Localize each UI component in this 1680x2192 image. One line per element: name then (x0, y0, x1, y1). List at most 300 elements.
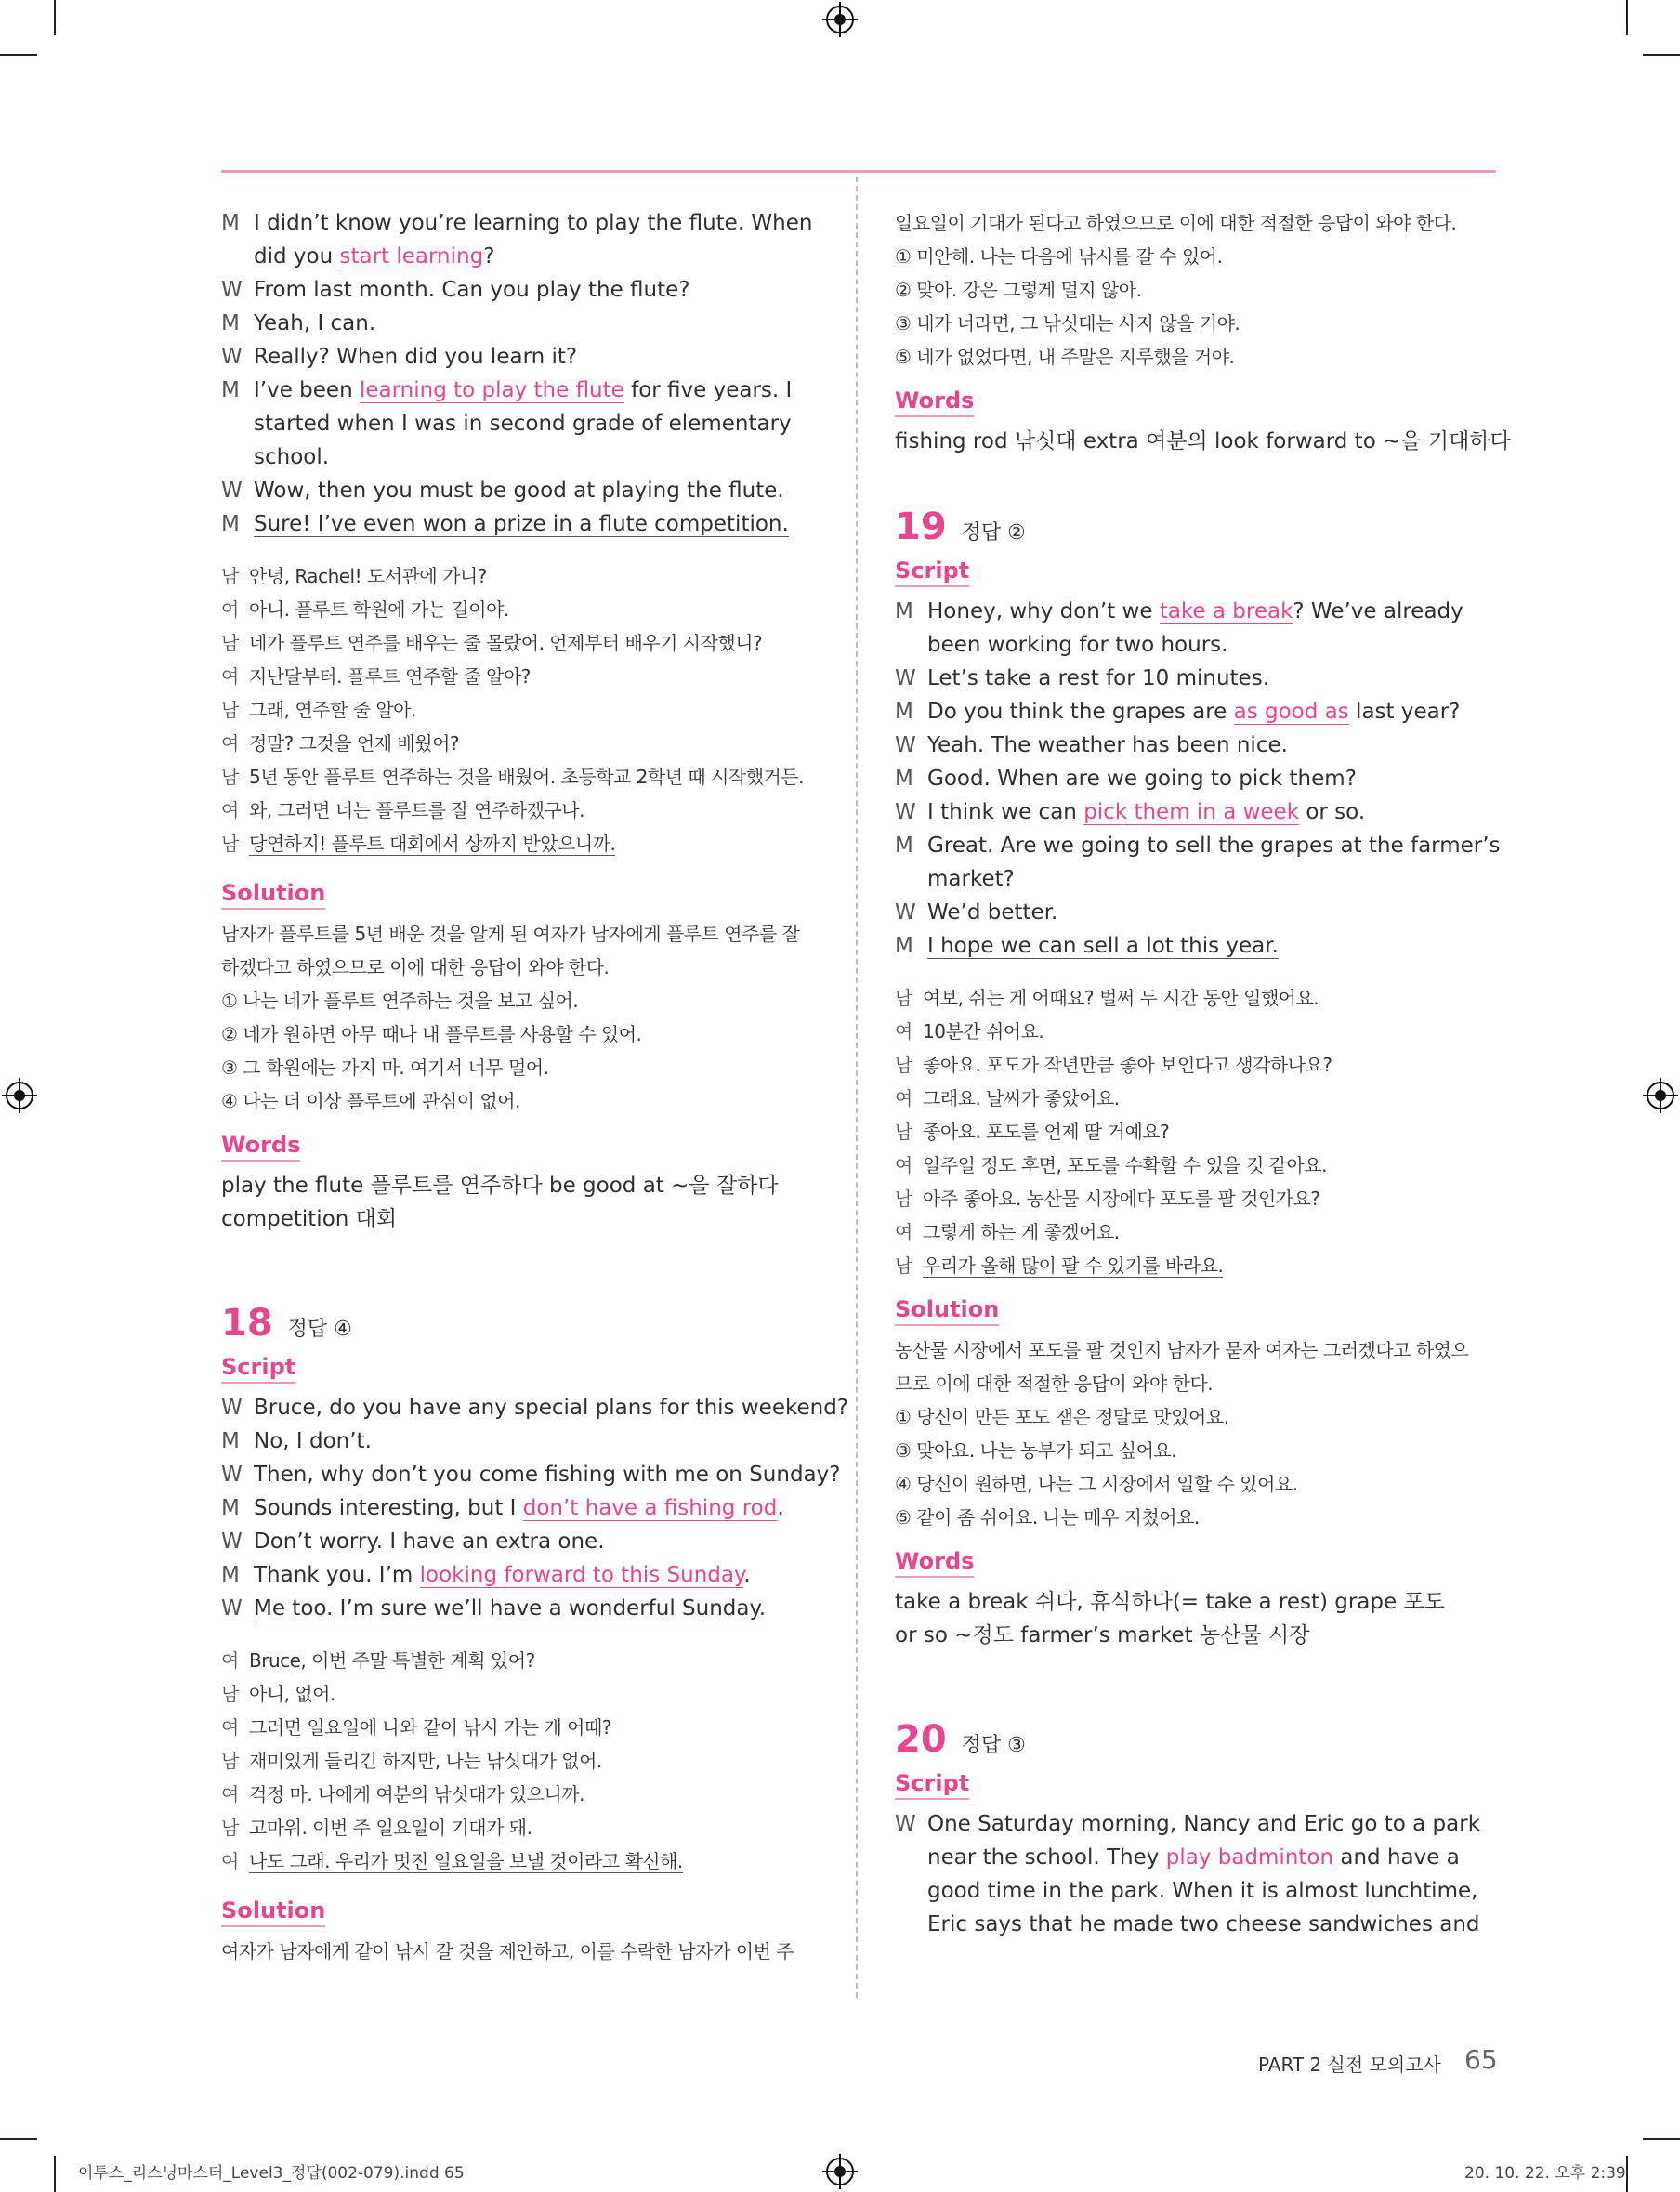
text-run: school. (254, 445, 330, 469)
crop-mark (0, 2138, 37, 2140)
registration-mark-icon (6, 1082, 33, 1109)
text-run: last year? (1348, 700, 1461, 724)
text-run: . (743, 1563, 751, 1587)
footer-date: 20. 10. 22. 오후 2:39 (1464, 2164, 1626, 2183)
translation-line (895, 1149, 1495, 1182)
translation-line (221, 827, 821, 860)
speaker-label: W (895, 733, 916, 757)
text-run: Thank you. I’m (254, 1563, 420, 1587)
text-run: ? We’ve already (1293, 599, 1463, 623)
line-text (254, 440, 821, 474)
translation-line (895, 1082, 1495, 1115)
text-run: 그렇게 하는 게 좋겠어요. (923, 1221, 1120, 1243)
dialog-line (895, 662, 1495, 695)
speaker-label: 여 (895, 1221, 912, 1243)
dialog-line (221, 407, 821, 440)
speaker-label: 남 (221, 766, 239, 788)
line-text (923, 1149, 1495, 1182)
line-text (927, 929, 1495, 963)
text-run: From last month. Can you play the flute? (254, 278, 690, 302)
text-line: fishing rod 낚싯대 extra 여분의 look forward to ~을 기대하다 (895, 429, 1511, 453)
translation-line (221, 1744, 821, 1778)
dialog-line (221, 1491, 821, 1525)
line-text (923, 1048, 1495, 1082)
text-run: Yeah, I can. (254, 311, 376, 335)
speaker-label: 남 (221, 632, 239, 654)
translation-line (221, 693, 821, 727)
line-text (923, 981, 1495, 1015)
text-run: 좋아요. 포도가 작년만큼 좋아 보인다고 생각하나요? (923, 1054, 1332, 1076)
speaker-label: M (895, 934, 913, 958)
line-text (923, 1015, 1495, 1048)
text-run: started when I was in second grade of elementary (254, 412, 792, 436)
line-text (923, 1115, 1495, 1149)
text-run: Let’s take a rest for 10 minutes. (927, 666, 1269, 690)
speaker-label: 남 (221, 833, 239, 855)
line-text (923, 1082, 1495, 1115)
speaker-label: W (895, 666, 916, 690)
line-text (254, 1391, 848, 1424)
key-phrase: take a break (1159, 599, 1293, 623)
speaker-label: 여 (221, 1850, 239, 1872)
text-run: Eric says that he made two cheese sandwiches and (927, 1912, 1480, 1936)
text-run: 와, 그러면 너는 플루트를 잘 연주하겠구나. (249, 799, 584, 821)
english-dialog (895, 1807, 1495, 1941)
text-line: ③ 그 학원에는 가지 마. 여기서 너무 멀어. (221, 1057, 549, 1079)
speaker-label: 여 (221, 1649, 239, 1672)
translation-line (895, 1215, 1495, 1249)
dialog-line (221, 273, 821, 307)
text-line: ③ 내가 너라면, 그 낚싯대는 사지 않을 거야. (895, 312, 1240, 335)
registration-mark-icon (1647, 1082, 1674, 1109)
speaker-label: W (221, 278, 243, 302)
answer-sentence: 당연하지! 플루트 대회에서 상까지 받았으니까. (249, 833, 616, 855)
dialog-line (895, 728, 1495, 762)
answer-sentence: I hope we can sell a lot this year. (927, 934, 1279, 958)
line-text (254, 240, 821, 273)
line-text (254, 1458, 840, 1491)
line-text (923, 1215, 1495, 1249)
dialog-line (221, 340, 821, 374)
dialog-line (221, 1458, 841, 1491)
line-text (249, 1644, 821, 1677)
dialog-line (895, 929, 1495, 963)
translation-line (221, 1677, 821, 1711)
translation-line (221, 1711, 821, 1744)
speaker-label: W (221, 345, 243, 369)
answer-label: 정답 ③ (961, 1734, 1026, 1757)
speaker-label: 남 (221, 1750, 239, 1772)
dialog-line (221, 206, 821, 240)
translation-line (895, 1048, 1495, 1082)
key-phrase: looking forward to this Sunday (419, 1563, 744, 1587)
question-number: 18 (221, 1302, 273, 1345)
text-run: market? (927, 867, 1015, 891)
text-run: 10분간 쉬어요. (923, 1020, 1044, 1043)
translation-line (895, 1249, 1495, 1282)
text-line: 일요일이 기대가 된다고 하였으므로 이에 대한 적절한 응답이 와야 한다. (895, 212, 1457, 234)
line-text (249, 593, 821, 626)
text-line: ② 맞아. 강은 그렇게 멀지 않아. (895, 279, 1142, 301)
text-run: Don’t worry. I have an extra one. (254, 1529, 605, 1554)
text-run: No, I don’t. (254, 1429, 372, 1453)
script-label: Script (895, 557, 969, 587)
line-text (249, 693, 821, 727)
text-line: ④ 당신이 원하면, 나는 그 시장에서 일할 수 있어요. (895, 1473, 1298, 1495)
dialog-line (895, 1841, 1495, 1874)
answer-label: 정답 ④ (287, 1318, 352, 1341)
text-run: been working for two hours. (927, 633, 1228, 657)
dialog-line (895, 862, 1495, 896)
speaker-label: W (221, 1596, 243, 1621)
key-phrase: start learning (339, 244, 484, 269)
solution-text (895, 206, 1495, 374)
text-run: Good. When are we going to pick them? (927, 767, 1357, 791)
crop-mark (1643, 2138, 1680, 2140)
line-text (249, 827, 821, 860)
speaker-label: M (895, 833, 913, 858)
dialog-line (895, 628, 1495, 662)
speaker-label: 여 (221, 598, 239, 621)
speaker-label: 여 (221, 665, 239, 688)
line-text (923, 1249, 1495, 1282)
key-phrase: pick them in a week (1083, 800, 1300, 824)
dialog-line (221, 440, 821, 474)
line-text (927, 896, 1495, 929)
dialog-line (221, 474, 821, 507)
translation-line (221, 626, 821, 660)
question-20-header (895, 1717, 1495, 1762)
speaker-label: W (221, 1529, 243, 1554)
text-run: 고마워. 이번 주 일요일이 기대가 돼. (249, 1817, 532, 1839)
text-run: 지난달부터. 플루트 연주할 줄 알아? (249, 665, 531, 688)
text-line: 농산물 시장에서 포도를 팔 것인지 남자가 묻자 여자는 그러겠다고 하였으 (895, 1339, 1469, 1361)
text-run: . (777, 1496, 784, 1520)
text-run: We’d better. (927, 900, 1058, 925)
speaker-label: 남 (895, 1054, 912, 1076)
speaker-label: 여 (221, 732, 239, 755)
speaker-label: M (221, 311, 240, 335)
line-text (249, 1811, 821, 1844)
question-19-header (895, 505, 1495, 549)
line-text (254, 1558, 821, 1592)
left-column (221, 206, 849, 1968)
speaker-label: W (221, 479, 243, 503)
line-text (249, 1711, 821, 1744)
line-text (254, 1525, 821, 1558)
key-phrase: play badminton (1165, 1845, 1334, 1870)
translation-line (221, 727, 821, 760)
line-text (254, 206, 821, 240)
header-rule (221, 170, 1496, 173)
key-phrase: don’t have a fishing rod (522, 1496, 778, 1520)
text-run: ? (483, 244, 495, 269)
dialog-line (221, 1558, 821, 1592)
words-list (221, 1169, 821, 1236)
line-text (927, 1908, 1495, 1941)
answer-sentence: Me too. I’m sure we’ll have a wonderful Sunday. (254, 1596, 767, 1621)
crop-mark (54, 0, 56, 35)
footer-part: PART 2 실전 모의고사 (1258, 2054, 1441, 2076)
speaker-label: 여 (895, 1020, 912, 1043)
script-label: Script (221, 1353, 295, 1384)
dialog-line (895, 795, 1495, 829)
speaker-label: 남 (221, 565, 239, 587)
text-run: Bruce, do you have any special plans for this weekend? (254, 1396, 849, 1420)
line-text (249, 794, 821, 827)
line-text (249, 660, 821, 693)
text-run: Honey, why don’t we (927, 599, 1160, 623)
text-run: Really? When did you learn it? (254, 345, 578, 369)
text-run: Bruce, 이번 주말 특별한 계획 있어? (249, 1649, 535, 1672)
text-run: did you (254, 244, 340, 269)
line-text (927, 1807, 1495, 1841)
answer-label: 정답 ② (961, 521, 1026, 545)
text-run: One Saturday morning, Nancy and Eric go to a park (927, 1812, 1481, 1836)
text-run: Sounds interesting, but I (254, 1496, 523, 1520)
speaker-label: M (895, 599, 913, 623)
line-text (249, 1844, 821, 1878)
korean-translation (895, 981, 1495, 1282)
speaker-label: W (895, 1812, 916, 1836)
speaker-label: 남 (221, 1683, 239, 1705)
words-label: Words (895, 387, 974, 417)
line-text (254, 1424, 821, 1458)
key-phrase: learning to play the flute (359, 378, 624, 402)
registration-mark-icon (826, 6, 854, 33)
text-line: ① 나는 네가 플루트 연주하는 것을 보고 싶어. (221, 990, 579, 1012)
text-run: Wow, then you must be good at playing the flute. (254, 479, 784, 503)
english-dialog (895, 595, 1501, 963)
line-text (927, 662, 1495, 695)
dialog-line (221, 307, 821, 340)
speaker-label: 여 (221, 1783, 239, 1805)
text-run: 여보, 쉬는 게 어때요? 벌써 두 시간 동안 일했어요. (923, 987, 1319, 1009)
text-line: or so ~정도 farmer’s market 농산물 시장 (895, 1623, 1310, 1647)
text-line: ① 당신이 만든 포도 잼은 정말로 맛있어요. (895, 1406, 1229, 1428)
line-text (254, 474, 821, 507)
solution-label: Solution (221, 1897, 325, 1927)
translation-line (221, 660, 821, 693)
line-text (927, 595, 1495, 628)
line-text (254, 307, 821, 340)
speaker-label: 여 (221, 1716, 239, 1739)
translation-line (895, 981, 1495, 1015)
speaker-label: M (895, 700, 913, 724)
text-line: ⑤ 네가 없었다면, 내 주말은 지루했을 거야. (895, 346, 1235, 368)
english-dialog (221, 1391, 849, 1625)
line-text (249, 1778, 821, 1811)
crop-mark (1626, 0, 1628, 35)
speaker-label: M (221, 512, 240, 536)
solution-text (895, 1333, 1495, 1534)
answer-sentence: 우리가 올해 많이 팔 수 있기를 바라요. (923, 1254, 1224, 1277)
text-run: I didn’t know you’re learning to play the flute. When (254, 211, 813, 235)
speaker-label: 여 (221, 799, 239, 821)
crop-mark (1643, 54, 1680, 56)
text-run: 아니. 플루트 학원에 가는 길이야. (249, 598, 509, 621)
words-list (895, 1585, 1495, 1652)
answer-sentence: Sure! I’ve even won a prize in a flute competition. (254, 512, 789, 536)
text-run: I think we can (927, 800, 1084, 824)
key-phrase: as good as (1233, 700, 1349, 724)
text-run: 좋아요. 포도를 언제 딸 거예요? (923, 1121, 1170, 1143)
text-line: ④ 나는 더 이상 플루트에 관심이 없어. (221, 1090, 520, 1112)
line-text (254, 1491, 821, 1525)
speaker-label: 남 (895, 1188, 912, 1210)
words-label: Words (221, 1131, 300, 1162)
line-text (927, 728, 1495, 762)
text-run: 일주일 정도 후면, 포도를 수확할 수 있을 것 같아요. (923, 1154, 1327, 1176)
text-line: 므로 이에 대한 적절한 응답이 와야 한다. (895, 1372, 1214, 1395)
speaker-label: M (895, 767, 913, 791)
line-text (249, 626, 821, 660)
text-run: 재미있게 들리긴 하지만, 나는 낚싯대가 없어. (249, 1750, 602, 1772)
crop-mark (54, 2156, 56, 2192)
dialog-line (895, 695, 1495, 728)
speaker-label: W (221, 1396, 243, 1420)
dialog-line (221, 374, 821, 407)
dialog-line (221, 1391, 849, 1424)
text-run: Great. Are we going to sell the grapes at the farmer’s (927, 833, 1501, 858)
dialog-line (895, 595, 1495, 628)
text-run: 그래, 연주할 줄 알아. (249, 699, 416, 721)
text-line: 하겠다고 하였으므로 이에 대한 응답이 와야 한다. (221, 956, 610, 978)
solution-label: Solution (895, 1295, 999, 1326)
speaker-label: W (895, 900, 916, 925)
speaker-label: 남 (221, 1817, 239, 1839)
english-dialog (221, 206, 821, 541)
line-text (927, 795, 1495, 829)
line-text (254, 374, 821, 407)
translation-line (221, 593, 821, 626)
speaker-label: 남 (895, 1121, 912, 1143)
text-line: ② 네가 원하면 아무 때나 내 플루트를 사용할 수 있어. (221, 1023, 642, 1045)
line-text (927, 829, 1501, 862)
question-18-header (221, 1301, 821, 1345)
line-text (927, 1874, 1495, 1908)
script-label: Script (895, 1769, 969, 1800)
speaker-label: 여 (895, 1154, 912, 1176)
text-run: 아주 좋아요. 농산물 시장에다 포도를 팔 것인가요? (923, 1188, 1320, 1210)
dialog-line (221, 1592, 821, 1625)
korean-translation (221, 559, 821, 860)
solution-text: 여자가 남자에게 같이 낚시 갈 것을 제안하고, 이를 수락한 남자가 이번 주 (221, 1940, 794, 1962)
text-line: 남자가 플루트를 5년 배운 것을 알게 된 여자가 남자에게 플루트 연주를 잘 (221, 923, 800, 945)
text-run: and have a (1333, 1845, 1460, 1870)
solution-text (221, 917, 821, 1118)
translation-line (221, 1811, 821, 1844)
text-line: ③ 맞아요. 나는 농부가 되고 싶어요. (895, 1439, 1177, 1462)
translation-line (895, 1115, 1495, 1149)
text-run: 그러면 일요일에 나와 같이 낚시 가는 게 어때? (249, 1716, 611, 1739)
speaker-label: M (221, 1496, 240, 1520)
line-text (927, 1841, 1495, 1874)
speaker-label: 남 (895, 1254, 912, 1277)
speaker-label: M (221, 1563, 240, 1587)
text-line: play the flute 플루트를 연주하다 be good at ~을 잘하다 (221, 1174, 779, 1198)
question-number: 19 (895, 505, 947, 548)
column-divider (856, 177, 858, 1998)
text-line: ① 미안해. 나는 다음에 낚시를 갈 수 있어. (895, 245, 1223, 268)
text-line: take a break 쉬다, 휴식하다(= take a rest) grape 포도 (895, 1590, 1445, 1614)
text-run: 안녕, Rachel! 도서관에 가니? (249, 565, 487, 587)
speaker-label: M (221, 211, 240, 235)
question-number: 20 (895, 1718, 947, 1761)
text-run: near the school. They (927, 1845, 1166, 1870)
line-text (249, 1677, 821, 1711)
crop-mark (0, 54, 37, 56)
dialog-line (895, 1908, 1495, 1941)
line-text (249, 760, 821, 794)
dialog-line (221, 507, 821, 541)
speaker-label: 남 (895, 987, 912, 1009)
page-number: 65 (1464, 2044, 1498, 2075)
translation-line (221, 760, 821, 794)
line-text (249, 1744, 821, 1778)
words-list (895, 425, 1511, 458)
text-run: I’ve been (254, 378, 360, 402)
text-run: for five years. I (623, 378, 793, 402)
dialog-line (895, 762, 1495, 795)
text-line: competition 대회 (221, 1207, 398, 1231)
translation-line (221, 1644, 821, 1677)
text-line: ⑤ 같이 좀 쉬어요. 나는 매우 지쳤어요. (895, 1506, 1200, 1529)
translation-line (895, 1015, 1495, 1048)
translation-line (221, 1778, 821, 1811)
line-text (254, 507, 821, 541)
text-run: Then, why don’t you come fishing with me on Sunday? (254, 1463, 841, 1487)
text-run: 정말? 그것을 언제 배웠어? (249, 732, 460, 755)
line-text (249, 559, 821, 593)
translation-line (221, 1844, 821, 1878)
line-text (927, 695, 1495, 728)
dialog-line (221, 1525, 821, 1558)
dialog-line (895, 1807, 1495, 1841)
words-label: Words (895, 1547, 974, 1578)
text-run: 네가 플루트 연주를 배우는 줄 몰랐어. 언제부터 배우기 시작했니? (249, 632, 763, 654)
line-text (927, 762, 1495, 795)
line-text (249, 727, 821, 760)
line-text (927, 628, 1495, 662)
text-run: 아니, 없어. (249, 1683, 335, 1705)
korean-translation (221, 1644, 821, 1878)
text-run: 걱정 마. 나에게 여분의 낚싯대가 있으니까. (249, 1783, 584, 1805)
speaker-label: W (895, 800, 916, 824)
solution-label: Solution (221, 879, 325, 910)
translation-line (895, 1182, 1495, 1215)
dialog-line (895, 896, 1495, 929)
text-run: 5년 동안 플루트 연주하는 것을 배웠어. 초등학교 2학년 때 시작했거든. (249, 766, 805, 788)
line-text (927, 862, 1495, 896)
text-run: or so. (1299, 800, 1366, 824)
dialog-line (895, 1874, 1495, 1908)
speaker-label: 여 (895, 1087, 912, 1109)
translation-line (221, 559, 821, 593)
speaker-label: M (221, 378, 240, 402)
dialog-line (221, 240, 821, 273)
speaker-label: M (221, 1429, 240, 1453)
translation-line (221, 794, 821, 827)
line-text (254, 407, 821, 440)
speaker-label: W (221, 1463, 243, 1487)
dialog-line (895, 829, 1501, 862)
text-run: good time in the park. When it is almost lunchtime, (927, 1879, 1478, 1903)
crop-mark (1626, 2156, 1628, 2192)
line-text (254, 340, 821, 374)
answer-sentence: 나도 그래. 우리가 멋진 일요일을 보낼 것이라고 확신해. (249, 1850, 683, 1872)
dialog-line (221, 1424, 821, 1458)
